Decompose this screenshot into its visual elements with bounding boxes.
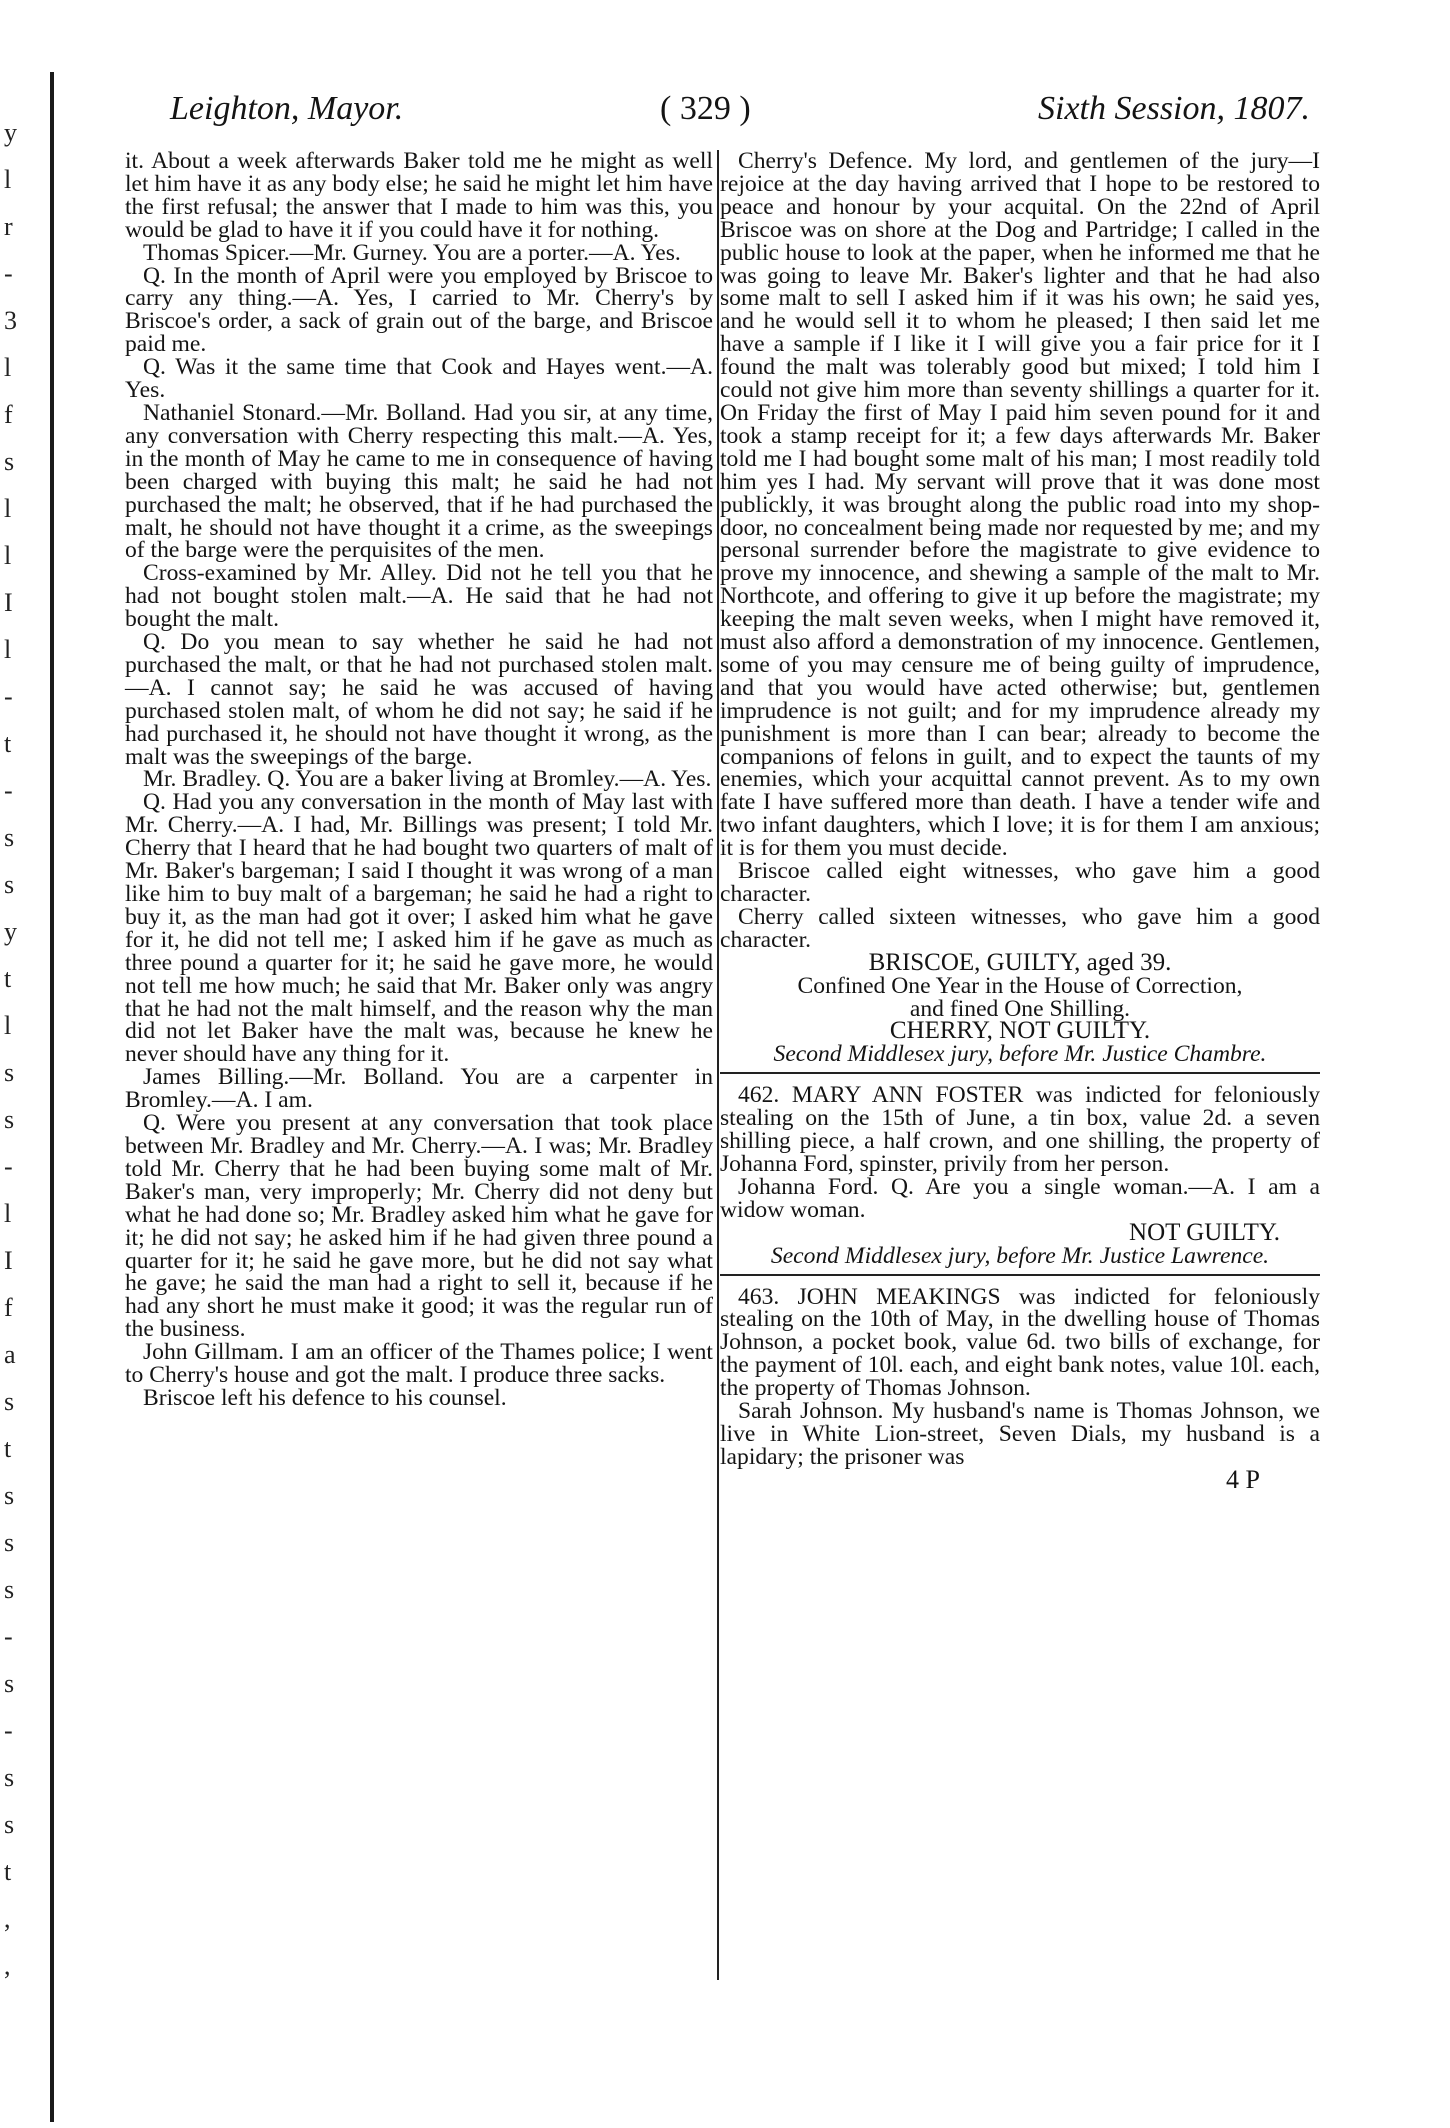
page-edge-rule <box>50 72 54 2122</box>
paragraph: Q. Were you present at any conversation that took place between Mr. Bradley and Mr. Cherry.—A. I was; Mr. Bradley told Mr. Cherry that he had been buying some malt of Mr. Baker's man, very improperly; Mr. Cherry did not deny but what he had done so; Mr. Bradley asked him what he gave for it; he did not say; he asked him if he had given three pound a quarter for it; he said he gave more, but he did not say what he gave; he said the man had a right to sell it, because if he had any short he must make it good; it was the regular run of the business. <box>125 1110 713 1343</box>
margin-mark: l <box>4 1199 12 1228</box>
paragraph: Nathaniel Stonard.—Mr. Bolland. Had you sir, at any time, any conversation with Cherry respecting this malt.—A. Yes, in the month of May he came to me in consequence of having been charged with buying this malt; he said he had not purchased the malt; he observed, that if he had purchased the malt, he should not have thought it a crime, as the sweepings of the barge were the perquisites of the men. <box>125 399 713 564</box>
margin-mark: t <box>4 1857 12 1886</box>
column-divider <box>717 150 719 1980</box>
margin-mark: f <box>4 1293 13 1322</box>
verdict-briscoe: BRISCOE, GUILTY, aged 39. <box>868 948 1172 976</box>
margin-mark: 3 <box>4 306 17 335</box>
paragraph: Q. Do you mean to say whether he said he had not purchased the malt, or that he had not purchased stolen malt.—A. I cannot say; he said he was accused of having purchased stolen malt, of whom he did not say; he said if he had purchased it, he should not have thought it wrong, as the malt was the sweepings of the barge. <box>125 629 713 770</box>
margin-mark: f <box>4 400 13 429</box>
margin-mark: a <box>4 1340 16 1369</box>
margin-mark: s <box>4 1105 15 1134</box>
margin-mark: s <box>4 870 15 899</box>
left-column <box>125 150 713 1410</box>
margin-mark: l <box>4 353 12 382</box>
ford-testimony: Johanna Ford. Q. Are you a single woman.—A. I am a widow woman. <box>720 1173 1320 1223</box>
signature-mark: 4 P <box>1226 1464 1260 1494</box>
margin-mark: I <box>4 588 13 617</box>
margin-mark: s <box>4 1387 15 1416</box>
margin-marks <box>4 120 26 2020</box>
verdict-foster: NOT GUILTY. <box>1129 1218 1280 1246</box>
sentence-line: and fined One Shilling. <box>909 995 1131 1022</box>
paragraph: Q. In the month of April were you employed by Briscoe to carry any thing.—A. Yes, I carried to Mr. Cherry's by Briscoe's order, a sack of grain out of the barge, and Briscoe paid me. <box>125 262 713 358</box>
margin-mark: s <box>4 1528 15 1557</box>
paragraph: it. About a week afterwards Baker told me he might as well let him have it as any body else; he said he might let him have the first refusal; the answer that I made to him was this, you would be glad to have it if you could have it for nothing. <box>125 148 713 243</box>
jury-note: Second Middlesex jury, before Mr. Justice Lawrence. <box>770 1242 1270 1269</box>
margin-mark: t <box>4 1434 12 1463</box>
right-column <box>720 150 1320 1492</box>
page-header <box>170 90 1310 138</box>
paragraph: Cross-examined by Mr. Alley. Did not he tell you that he had not bought stolen malt.—A. He said that he had not bought the malt. <box>125 560 713 633</box>
page-number: ( 329 ) <box>660 90 751 127</box>
margin-mark: s <box>4 1481 15 1510</box>
margin-mark: s <box>4 1810 15 1839</box>
margin-mark: y <box>4 118 17 147</box>
margin-mark: I <box>4 1246 13 1275</box>
paragraph: John Gillmam. I am an officer of the Thames police; I went to Cherry's house and got the malt. I produce three sacks. <box>125 1339 713 1389</box>
margin-mark: s <box>4 1575 15 1604</box>
briscoe-witnesses: Briscoe called eight witnesses, who gave him a good character. <box>720 858 1320 907</box>
margin-mark: l <box>4 541 12 570</box>
margin-mark: t <box>4 729 12 758</box>
paragraph: Briscoe left his defence to his counsel. <box>143 1384 507 1411</box>
paragraph: Thomas Spicer.—Mr. Gurney. You are a porter.—A. Yes. <box>143 239 681 266</box>
margin-mark: - <box>4 259 13 288</box>
paragraph: Q. Had you any conversation in the month of May last with Mr. Cherry.—A. I had, Mr. Billings was present; I told Mr. Cherry that I heard that he had bought two quarters of malt of Mr. Baker's bargeman; I said I thought it was wrong of a man like him to buy malt of a bargeman; he said he had a right to buy it, as the man had got it over; I asked him what he gave for it, he did not tell me; I asked him if he gave as much as three pound a quarter for it; he said he gave more, he would not tell me how much; he said that Mr. Baker only was angry that he had not the malt himself, and the reason why the man did not let Baker have the malt was, because he knew he never should have any thing for it. <box>125 789 713 1068</box>
margin-mark: - <box>4 1622 13 1651</box>
margin-mark: s <box>4 1058 15 1087</box>
cherry-witnesses: Cherry called sixteen witnesses, who gave him a good character. <box>720 903 1320 953</box>
header-right: Sixth Session, 1807. <box>1038 90 1310 127</box>
section-rule <box>720 1274 1320 1276</box>
margin-mark: - <box>4 776 13 805</box>
margin-mark: r <box>4 212 13 241</box>
cherry-defence: Cherry's Defence. My lord, and gentlemen of the jury—I rejoice at the day having arrived that I hope to be restored to peace and honour by your acquital. On the 22nd of April Briscoe was on shore at the Dog and Partridge; I called in the public house to look at the paper, when he informed me that he was going to leave Mr. Baker's lighter and that he had also some malt to sell I asked him if it was his own; he said yes, and he would sell it to whom he pleased; I then said let me have a sample if I like it I will give you a fair price for it I found the malt was tolerably good but mixed; I told him I could not give him more than seventy shillings a quarter for it. On Friday the first of May I paid him seven pound for it and took a stamp receipt for it; a few days afterwards Mr. Baker told me I had bought some malt of his man; I most readily told him yes I had. My servant will prove that it was done most publickly, it was brought along the public road into my shop-door, no concealment being made nor requested by me; and my personal surrender before the magistrate to give evidence to prove my innocence, and shewing a sample of the malt to Mr. Northcote, and offering to give it up before the magistrate; my keeping the malt seven weeks, when I might have removed it, must also afford a demonstration of my innocence. Gentlemen, some of you may censure me of being guilty of imprudence, and that you would have acted otherwise; but, gentlemen imprudence is not guilt; and for my imprudence already my punishment is more than I can bear; already to become the companions of felons in guilt, and to expect the taunts of my enemies, which your acquittal cannot prevent. As to my own fate I have suffered more than death. I have a tender wife and two infant daughters, which I love; it is for them I am anxious; it is for them you must decide. <box>720 148 1320 862</box>
margin-mark: l <box>4 635 12 664</box>
paragraph: James Billing.—Mr. Bolland. You are a carpenter in Bromley.—A. I am. <box>125 1064 713 1114</box>
margin-mark: s <box>4 1763 15 1792</box>
margin-mark: l <box>4 1011 12 1040</box>
margin-mark: y <box>4 917 17 946</box>
margin-mark: - <box>4 682 13 711</box>
margin-mark: - <box>4 1716 13 1745</box>
margin-mark: s <box>4 1669 15 1698</box>
margin-mark: l <box>4 165 12 194</box>
johnson-testimony: Sarah Johnson. My husband's name is Thomas Johnson, we live in White Lion-street, Seven Dials, my husband is a lapidary; the prisoner was <box>720 1398 1320 1470</box>
paragraph: Mr. Bradley. Q. You are a baker living at Bromley.—A. Yes. <box>143 766 712 793</box>
margin-mark: t <box>4 964 12 993</box>
margin-mark: , <box>4 1951 11 1980</box>
case-462: 462. MARY ANN FOSTER was indicted for feloniously stealing on the 15th of June, a tin box, value 2d. a seven shilling piece, a half crown, and one shilling, the property of Johanna Ford, spinster, privily from her person. <box>720 1082 1320 1177</box>
verdict-cherry: CHERRY, NOT GUILTY. <box>889 1017 1151 1045</box>
section-rule <box>720 1072 1320 1074</box>
paragraph: Q. Was it the same time that Cook and Hayes went.—A. Yes. <box>125 354 713 404</box>
sentence-line: Confined One Year in the House of Correction, <box>797 972 1243 999</box>
margin-mark: l <box>4 494 12 523</box>
margin-mark: - <box>4 1152 13 1181</box>
margin-mark: s <box>4 823 15 852</box>
margin-mark: s <box>4 447 15 476</box>
margin-mark: , <box>4 1904 11 1933</box>
case-463: 463. JOHN MEAKINGS was indicted for feloniously stealing on the 10th of May, in the dwelling house of Thomas Johnson, a pocket book, value 6d. two bills of exchange, for the payment of 10l. each, and eight bank notes, value 10l. each, the property of Thomas Johnson. <box>720 1283 1320 1402</box>
header-left: Leighton, Mayor. <box>170 90 404 127</box>
jury-note: Second Middlesex jury, before Mr. Justice Chambre. <box>773 1041 1267 1068</box>
